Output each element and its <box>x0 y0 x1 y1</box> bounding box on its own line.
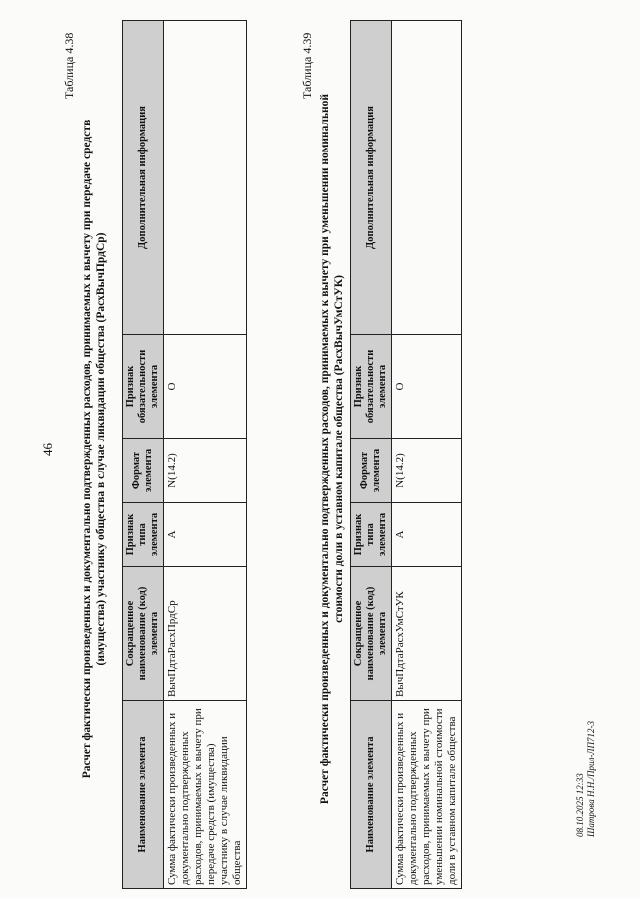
col-header-format: Формат элемента <box>351 439 392 503</box>
page-number: 46 <box>40 443 55 456</box>
col-header-format: Формат элемента <box>123 439 164 503</box>
col-header-type: Признак типа элемента <box>123 503 164 567</box>
table-row <box>392 21 462 889</box>
col-header-name: Наименование элемента <box>351 701 392 889</box>
cell-format: N(14.2) <box>164 439 247 503</box>
cell-type: А <box>392 503 462 567</box>
table-38-header-row <box>123 21 164 889</box>
cell-name: Сумма фактически произведенных и документально подтвержденных расходов, принимаемых к вычету при передаче средств (имущества) участнику в случае ликвидации общества <box>164 701 247 889</box>
signature-stamp: 08.10.2025 12:33 Шатрова Н.Н./Прил-ЛП712-3 <box>575 721 596 837</box>
table-39-header-row <box>351 21 392 889</box>
cell-format: N(14.2) <box>392 439 462 503</box>
table-38-label: Таблица 4.38 <box>62 32 76 99</box>
cell-type: А <box>164 503 247 567</box>
cell-code: ВычПдтаРасхПрдСр <box>164 567 247 701</box>
cell-code: ВычПдтаРасхУмСтУК <box>392 567 462 701</box>
table-row <box>164 21 247 889</box>
cell-info <box>392 21 462 335</box>
col-header-code: Сокращенное наименование (код) элемента <box>123 567 164 701</box>
col-header-info: Дополнительная информация <box>351 21 392 335</box>
col-header-required: Признак обязательности элемента <box>123 335 164 439</box>
col-header-required: Признак обязательности элемента <box>351 335 392 439</box>
cell-required: О <box>392 335 462 439</box>
col-header-name: Наименование элемента <box>123 701 164 889</box>
table-38-title: Расчет фактически произведенных и документально подтвержденных расходов, принимаемых к вычету при передаче средств (имущества) участнику общества в случае ликвидации общества (РасхВычПрдСр) <box>81 119 107 779</box>
table-39 <box>350 20 462 889</box>
table-39-title: Расчет фактически произведенных и документально подтвержденных расходов, принимаемых к вычету при уменьшении номинальной стоимости доли в уставном капитале общества (РасхВычУмСтУК) <box>319 93 345 805</box>
cell-info <box>164 21 247 335</box>
table-39-label: Таблица 4.39 <box>300 32 314 99</box>
col-header-info: Дополнительная информация <box>123 21 164 335</box>
cell-required: О <box>164 335 247 439</box>
col-header-type: Признак типа элемента <box>351 503 392 567</box>
col-header-code: Сокращенное наименование (код) элемента <box>351 567 392 701</box>
cell-name: Сумма фактически произведенных и документально подтвержденных расходов, принимаемых к вычету при уменьшении номинальной стоимости доли в уставном капитале общества <box>392 701 462 889</box>
table-38 <box>122 20 247 889</box>
